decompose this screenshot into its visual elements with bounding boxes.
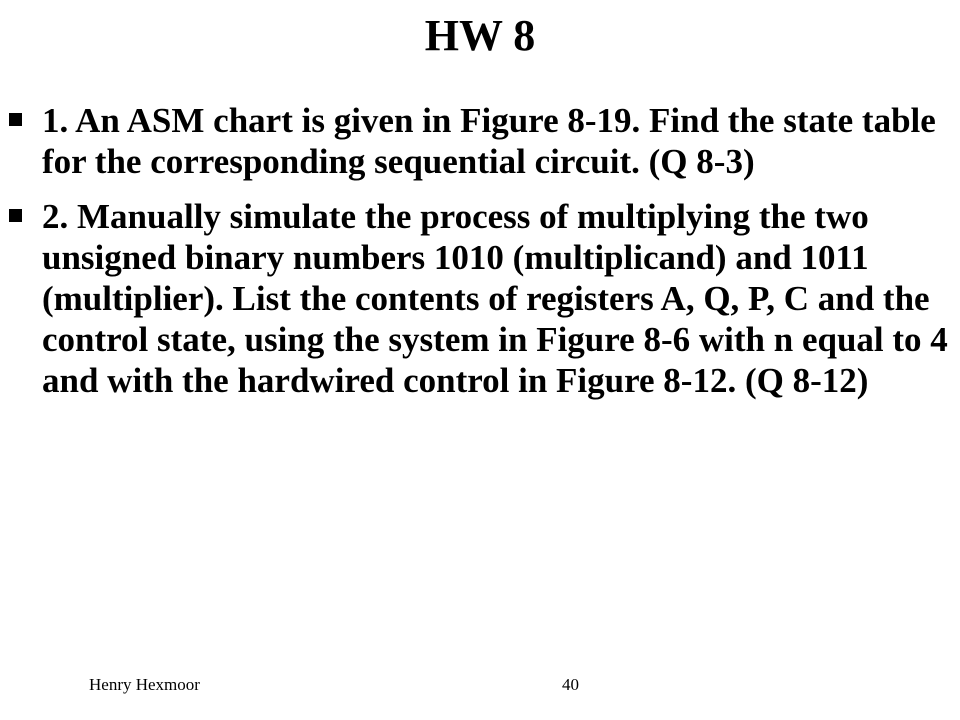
footer-author: Henry Hexmoor: [89, 675, 200, 694]
square-bullet-icon: [9, 113, 22, 126]
bullet-list: [0, 100, 960, 415]
bullet-item-1: [0, 100, 960, 182]
square-bullet-icon: [9, 209, 22, 222]
slide-title: HW 8: [424, 11, 536, 60]
bullet-text-2: 2. Manually simulate the process of multiplying the two unsigned binary numbers 1010 (multiplicand) and 1011 (multiplier). List the contents of registers A, Q, P, C and the control state, using the system in Figure 8-6 with n equal to 4 and with the hardwired control in Figure 8-12. (Q 8-12): [42, 197, 948, 400]
footer-page-number: 40: [562, 675, 579, 694]
bullet-item-2: [0, 196, 960, 401]
bullet-text-1: 1. An ASM chart is given in Figure 8-19. Find the state table for the corresponding sequential circuit. (Q 8-3): [42, 101, 936, 181]
